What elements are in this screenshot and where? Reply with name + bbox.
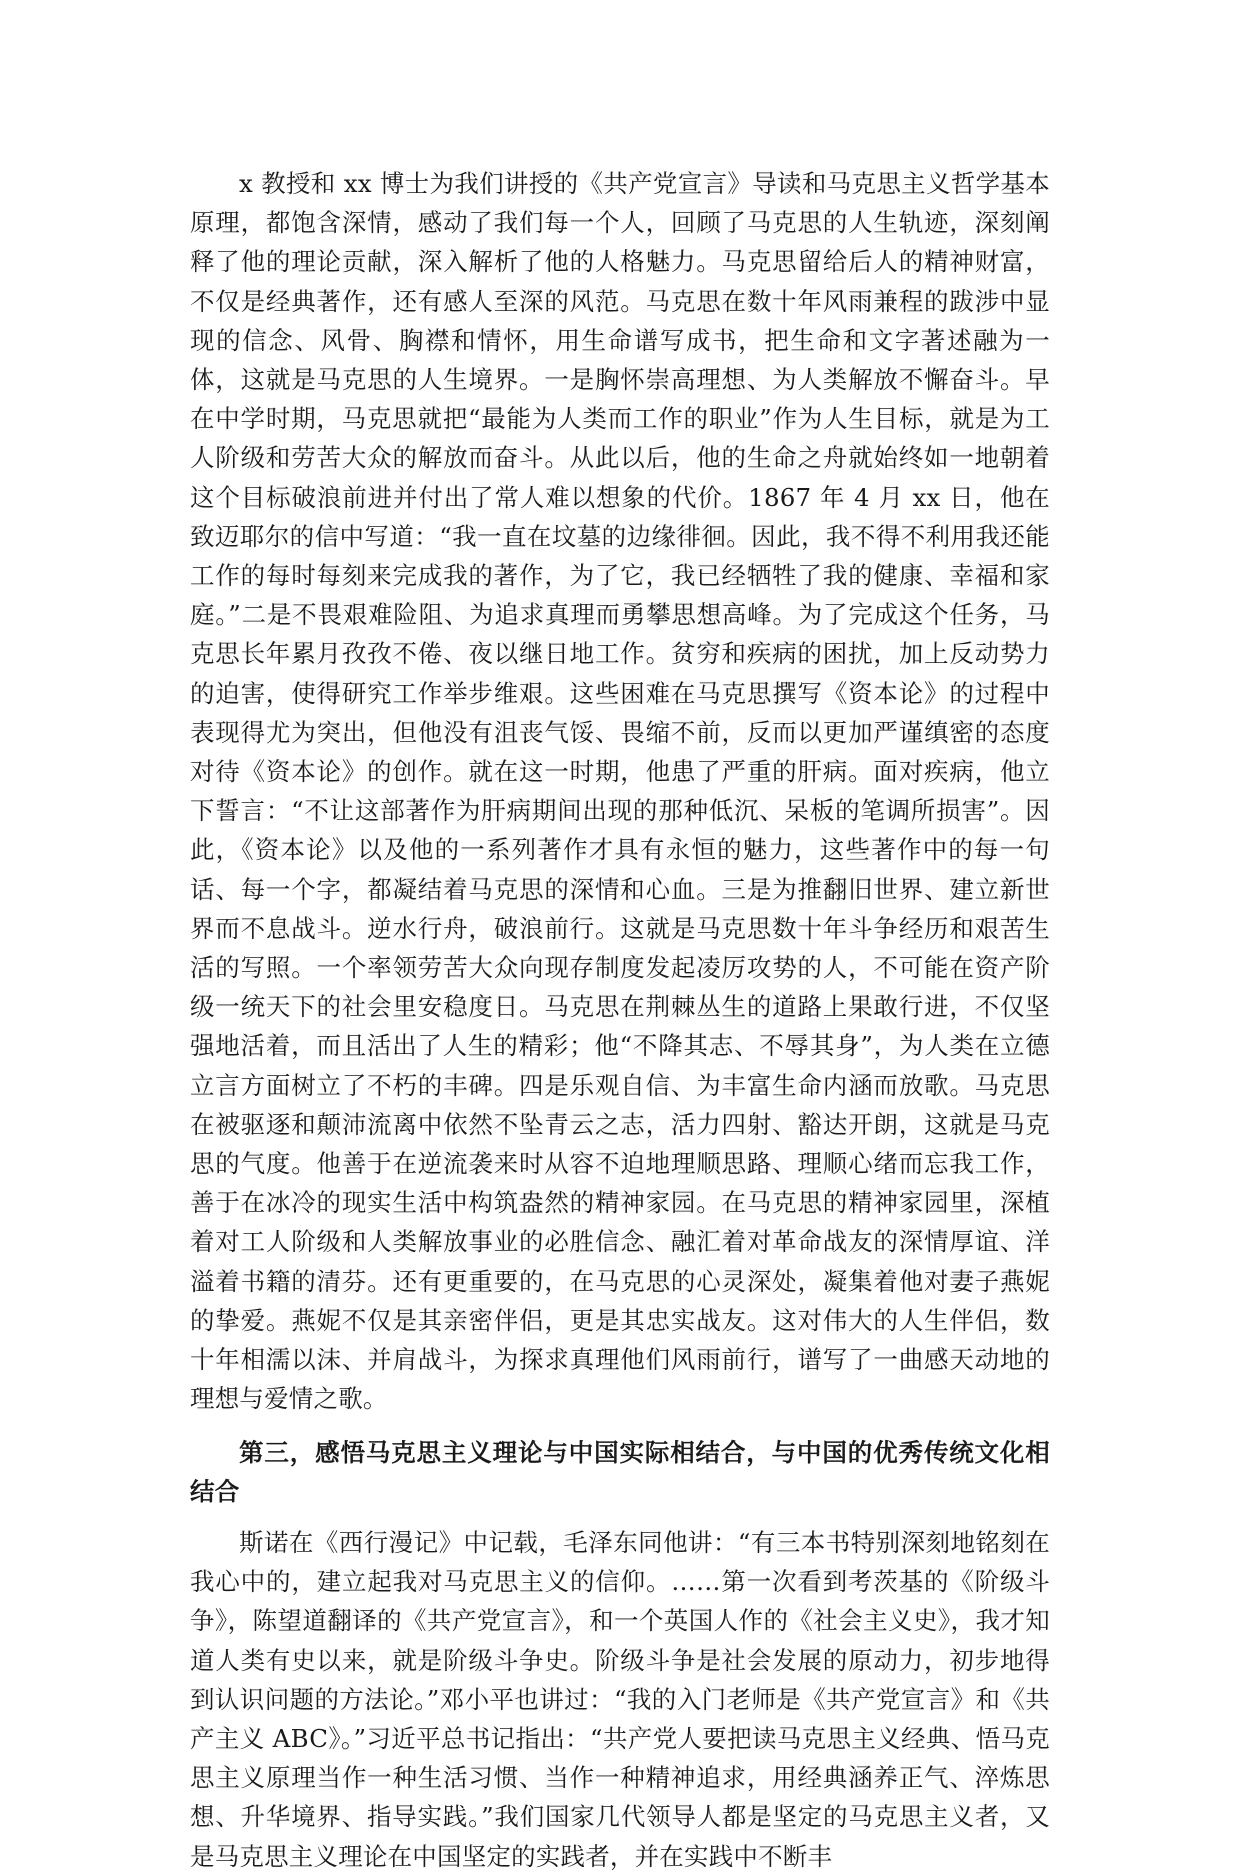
document-body xyxy=(190,164,1050,1876)
paragraph-marx-spirit: x 教授和 xx 博士为我们讲授的《共产党宣言》导读和马克思主义哲学基本原理，都饱含深情，感动了我们每一个人，回顾了马克思的人生轨迹，深刻阐释了他的理论贡献，深入解析了他的人格魅力。马克思留给后人的精神财富，不仅是经典著作，还有感人至深的风范。马克思在数十年风雨兼程的跋涉中显现的信念、风骨、胸襟和情怀，用生命谱写成书，把生命和文字著述融为一体，这就是马克思的人生境界。一是胸怀崇高理想、为人类解放不懈奋斗。早在中学时期，马克思就把“最能为人类而工作的职业”作为人生目标，就是为工人阶级和劳苦大众的解放而奋斗。从此以后，他的生命之舟就始终如一地朝着这个目标破浪前进并付出了常人难以想象的代价。1867 年 4 月 xx 日，他在致迈耶尔的信中写道：“我一直在坟墓的边缘徘徊。因此，我不得不利用我还能工作的每时每刻来完成我的著作，为了它，我已经牺牲了我的健康、幸福和家庭。”二是不畏艰难险阻、为追求真理而勇攀思想高峰。为了完成这个任务，马克思长年累月孜孜不倦、夜以继日地工作。贫穷和疾病的困扰，加上反动势力的迫害，使得研究工作举步维艰。这些困难在马克思撰写《资本论》的过程中表现得尤为突出，但他没有沮丧气馁、畏缩不前，反而以更加严谨缜密的态度对待《资本论》的创作。就在这一时期，他患了严重的肝病。面对疾病，他立下誓言：“不让这部著作为肝病期间出现的那种低沉、呆板的笔调所损害”。因此，《资本论》以及他的一系列著作才具有永恒的魅力，这些著作中的每一句话、每一个字，都凝结着马克思的深情和心血。三是为推翻旧世界、建立新世界而不息战斗。逆水行舟，破浪前行。这就是马克思数十年斗争经历和艰苦生活的写照。一个率领劳苦大众向现存制度发起凌厉攻势的人，不可能在资产阶级一统天下的社会里安稳度日。马克思在荆棘丛生的道路上果敢行进，不仅坚强地活着，而且活出了人生的精彩；他“不降其志、不辱其身”，为人类在立德立言方面树立了不朽的丰碑。四是乐观自信、为丰富生命内涵而放歌。马克思在被驱逐和颠沛流离中依然不坠青云之志，活力四射、豁达开朗，这就是马克思的气度。他善于在逆流袭来时从容不迫地理顺思路、理顺心绪而忘我工作，善于在冰冷的现实生活中构筑盎然的精神家园。在马克思的精神家园里，深植着对工人阶级和人类解放事业的必胜信念、融汇着对革命战友的深情厚谊、洋溢着书籍的清芬。还有更重要的，在马克思的心灵深处，凝集着他对妻子燕妮的挚爱。燕妮不仅是其亲密伴侣，更是其忠实战友。这对伟大的人生伴侣，数十年相濡以沫、并肩战斗，为探求真理他们风雨前行，谱写了一曲感天动地的理想与爱情之歌。 xyxy=(190,169,1050,1414)
paragraph-snow-mao: 斯诺在《西行漫记》中记载，毛泽东同他讲：“有三本书特别深刻地铭刻在我心中的，建立起我对马克思主义的信仰。……第一次看到考茨基的《阶级斗争》，陈望道翻译的《共产党宣言》，和一个英国人作的《社会主义史》，我才知道人类有史以来，就是阶级斗争史。阶级斗争是社会发展的原动力，初步地得到认识问题的方法论。”邓小平也讲过：“我的入门老师是《共产党宣言》和《共产主义 ABC》。”习近平总书记指出：“共产党人要把读马克思主义经典、悟马克思主义原理当作一种生活习惯、当作一种精神追求，用经典涵养正气、淬炼思想、升华境界、指导实践。”我们国家几代领导人都是坚定的马克思主义者，又是马克思主义理论在中国坚定的实践者，并在实践中不断丰 xyxy=(190,1527,1050,1871)
section-heading-third: 第三，感悟马克思主义理论与中国实际相结合，与中国的优秀传统文化相结合 xyxy=(190,1437,1050,1506)
